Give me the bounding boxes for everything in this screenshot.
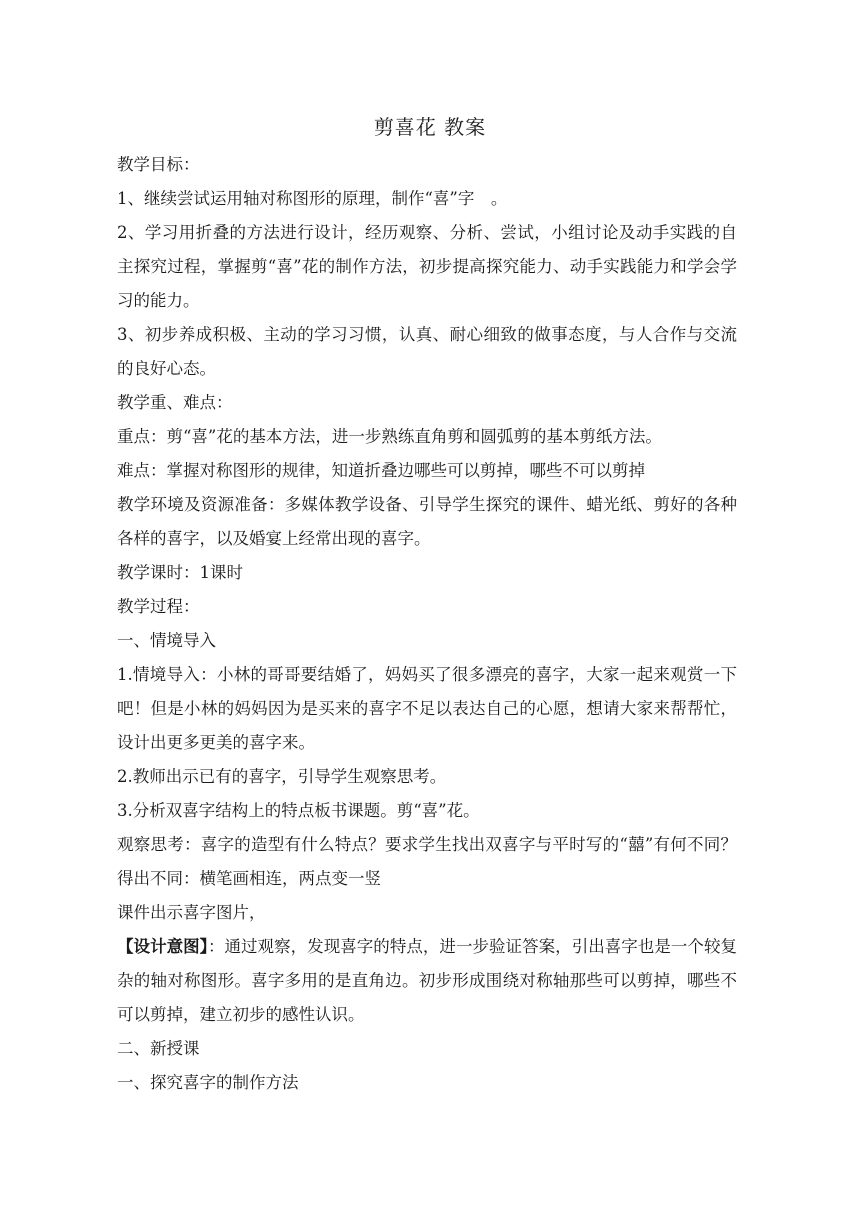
courseware-paragraph: 课件出示喜字图片， — [117, 903, 266, 922]
document-body — [117, 148, 754, 1100]
difficult-point: 难点：掌握对称图形的规律，知道折叠边哪些可以剪掉，哪些不可以剪掉 — [117, 461, 645, 480]
design-intent-text: ：通过观察，发现喜字的特点，进一步验证答案，引出喜字也是一个较复杂的轴对称图形。喜字多用的是直角边。初步形成围绕对称轴那些可以剪掉，哪些不可以剪掉，建立初步的感性认识。 — [117, 937, 738, 1024]
design-intent-paragraph — [117, 930, 737, 1032]
observe-paragraph: 观察思考：喜字的造型有什么特点？要求学生找出双喜字与平时写的“囍”有何不同？ 得出不同：横笔画相连，两点变一竖 — [117, 835, 754, 888]
objective-2: 2、学习用折叠的方法进行设计，经历观察、分析、尝试，小组讨论及动手实践的自主探究过程，掌握剪“喜”花的制作方法，初步提高探究能力、动手实践能力和学会学习的能力。 — [117, 223, 737, 310]
duration: 教学课时：1课时 — [117, 563, 243, 582]
section-2-heading: 二、新授课 — [117, 1039, 200, 1058]
step-1: 1.情境导入：小林的哥哥要结婚了，妈妈买了很多漂亮的喜字，大家一起来观赏一下吧！但是小林的妈妈因为是买来的喜字不足以表达自己的心愿，想请大家来帮帮忙，设计出更多更美的喜字来。 — [117, 665, 737, 752]
objectives-heading: 教学目标： — [117, 155, 200, 174]
step-3: 3.分析双喜字结构上的特点板书课题。剪“喜”花。 — [117, 801, 480, 820]
design-intent-label: 【设计意图】 — [117, 937, 208, 956]
key-point: 重点：剪“喜”花的基本方法，进一步熟练直角剪和圆弧剪的基本剪纸方法。 — [117, 427, 662, 446]
objective-1: 1、继续尝试运用轴对称图形的原理，制作“喜”字 。 — [117, 189, 508, 208]
document-title: 剪喜花 教案 — [373, 115, 487, 139]
process-heading: 教学过程： — [117, 597, 200, 616]
section-2-subheading: 一、探究喜字的制作方法 — [117, 1073, 299, 1092]
section-1-heading: 一、情境导入 — [117, 631, 216, 650]
resources: 教学环境及资源准备：多媒体教学设备、引导学生探究的课件、蜡光纸、剪好的各种各样的喜字，以及婚宴上经常出现的喜字。 — [117, 495, 737, 548]
objective-3: 3、初步养成积极、主动的学习习惯，认真、耐心细致的做事态度，与人合作与交流的良好心态。 — [117, 325, 737, 378]
key-points-heading: 教学重、难点： — [117, 393, 233, 412]
step-2: 2.教师出示已有的喜字，引导学生观察思考。 — [117, 767, 447, 786]
